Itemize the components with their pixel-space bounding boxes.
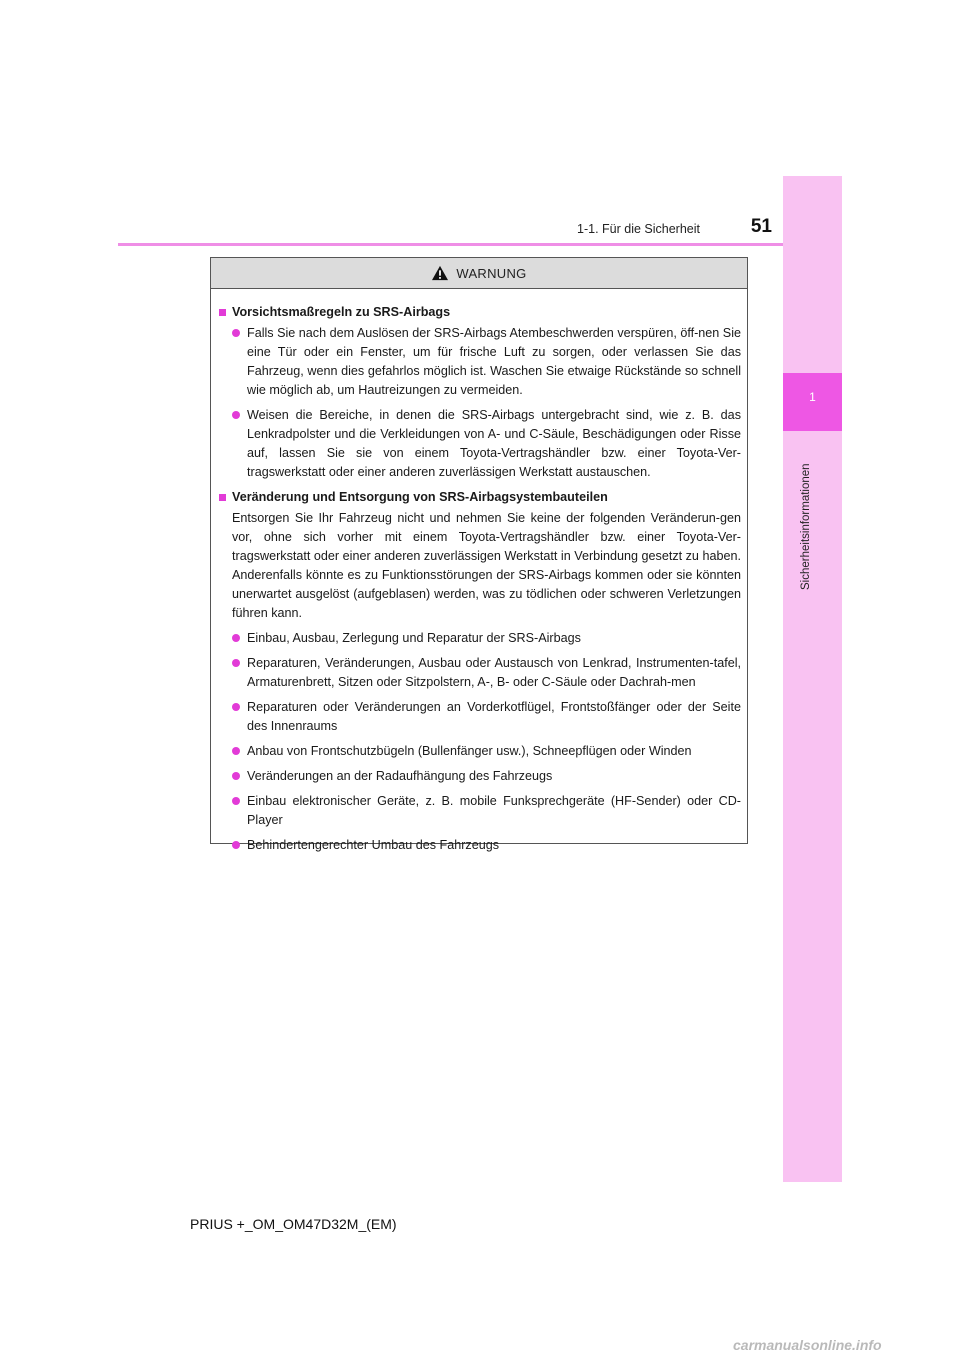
warning-triangle-icon bbox=[431, 265, 449, 281]
warning-title: WARNUNG bbox=[456, 265, 527, 281]
chapter-side-tab bbox=[783, 176, 842, 1182]
list-item: Reparaturen, Veränderungen, Ausbau oder Austausch von Lenkrad, Instrumenten-tafel, Armaturenbrett, Sitzen oder Sitzpolstern, A-, B- oder C-Säule oder Dachrah-men bbox=[232, 654, 741, 692]
bullet-dot-icon bbox=[232, 329, 240, 337]
list-item: Veränderungen an der Radaufhängung des Fahrzeugs bbox=[232, 767, 741, 786]
bullet-dot-icon bbox=[232, 634, 240, 642]
list-item: Einbau, Ausbau, Zerlegung und Reparatur der SRS-Airbags bbox=[232, 629, 741, 648]
header-divider bbox=[118, 243, 783, 246]
page-number: 51 bbox=[750, 216, 772, 237]
square-bullet-icon bbox=[219, 494, 226, 501]
bullet-dot-icon bbox=[232, 747, 240, 755]
section-title: Veränderung und Entsorgung von SRS-Airbagsystembauteilen bbox=[218, 488, 741, 507]
chapter-label: Sicherheitsinformationen bbox=[800, 463, 812, 590]
chapter-number: 1 bbox=[809, 390, 816, 404]
square-bullet-icon bbox=[219, 309, 226, 316]
watermark: carmanualsonline.info bbox=[733, 1337, 882, 1353]
bullet-dot-icon bbox=[232, 411, 240, 419]
bullet-dot-icon bbox=[232, 841, 240, 849]
list-item: Einbau elektronischer Geräte, z. B. mobile Funksprechgeräte (HF-Sender) oder CD-Player bbox=[232, 792, 741, 830]
warning-header bbox=[211, 258, 747, 289]
list-item: Weisen die Bereiche, in denen die SRS-Airbags untergebracht sind, wie z. B. das Lenkradpolster und die Verkleidungen von A- und C-Säule, Beschädigungen oder Risse auf, lassen Sie sie von einem Toyota-Vertragshändler bzw. einer Toyota-Ver-tragswerkstatt oder einer anderen zuverlässigen Werkstatt austauschen. bbox=[232, 406, 741, 482]
bullet-dot-icon bbox=[232, 703, 240, 711]
bullet-dot-icon bbox=[232, 659, 240, 667]
warning-body bbox=[211, 289, 747, 855]
document-code: PRIUS +_OM_OM47D32M_(EM) bbox=[190, 1216, 397, 1232]
section-title: Vorsichtsmaßregeln zu SRS-Airbags bbox=[218, 303, 741, 322]
list-item: Behindertengerechter Umbau des Fahrzeugs bbox=[232, 836, 741, 855]
list-item: Reparaturen oder Veränderungen an Vorderkotflügel, Frontstoßfänger oder der Seite des Innenraums bbox=[232, 698, 741, 736]
section-heading: 1-1. Für die Sicherheit bbox=[577, 222, 700, 236]
bullet-dot-icon bbox=[232, 772, 240, 780]
warning-box bbox=[210, 257, 748, 852]
list-item: Falls Sie nach dem Auslösen der SRS-Airbags Atembeschwerden verspüren, öff-nen Sie eine Tür oder ein Fenster, um für frische Luft zu sorgen, oder verlassen Sie das Fahrzeug, wenn dies gefahrlos möglich ist. Waschen Sie etwaige Rückstände so schnell wie möglich ab, um Hautreizungen zu vermeiden. bbox=[232, 324, 741, 400]
list-item: Anbau von Frontschutzbügeln (Bullenfänger usw.), Schneepflügen oder Winden bbox=[232, 742, 741, 761]
bullet-dot-icon bbox=[232, 797, 240, 805]
section-intro: Entsorgen Sie Ihr Fahrzeug nicht und nehmen Sie keine der folgenden Veränderun-gen vor, ohne sich vorher mit einem Toyota-Vertragshändler bzw. einer Toyota-Ver-tragswerkstatt oder einer anderen zuverlässigen Werkstatt in Verbindung gesetzt zu haben. Anderenfalls könnte es zu Funktionsstörungen der SRS-Airbags kommen oder sie könnten unerwartet ausgelöst (aufgeblasen) werden, was zu tödlichen oder schweren Verletzungen führen kann. bbox=[232, 511, 741, 620]
